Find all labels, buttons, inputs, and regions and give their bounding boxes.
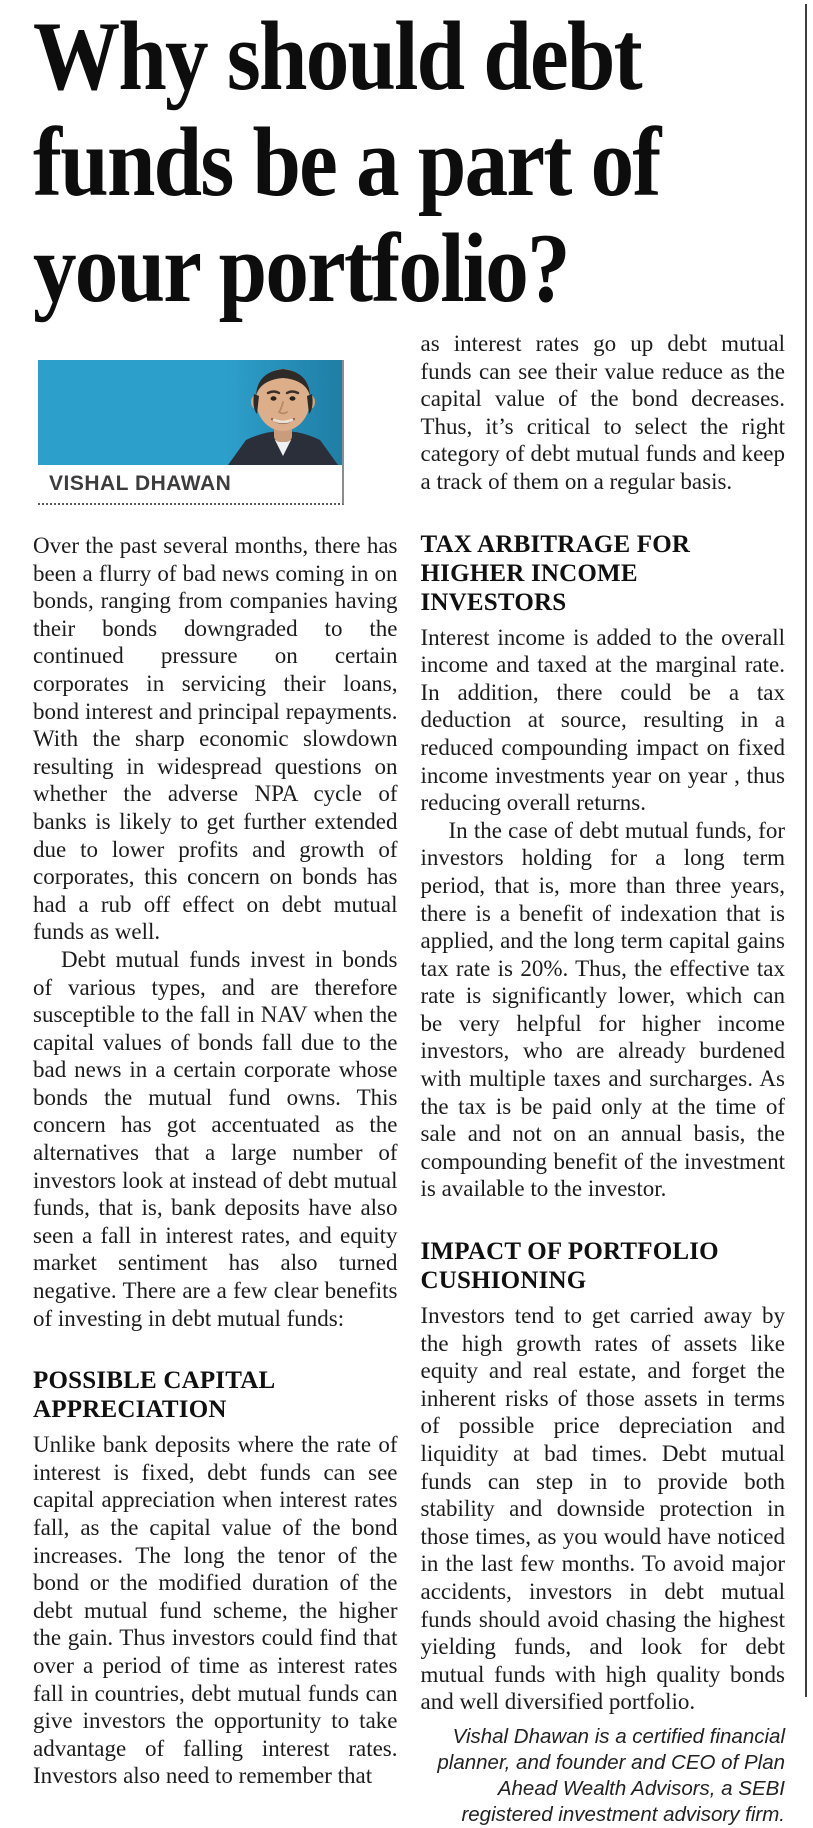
section-heading: TAX ARBITRAGE FOR HIGHER INCOME INVESTORS (420, 530, 691, 616)
page-column-divider-rule (805, 4, 807, 1697)
body-paragraph: as interest rates go up debt mutual funds can see their value reduce as the capital value of the bond decreases. Thus, it’s critical to select the right category of debt mutual funds and keep a track of them on a regular basis. (420, 331, 785, 494)
author-byline: Vishal Dhawan is a certified financial planner, and founder and CEO of Plan Ahead Wealth Advisors, a SEBI registered investment advisory firm. (437, 1724, 785, 1826)
column-right (421, 330, 786, 1828)
article-headline (33, 4, 813, 322)
body-paragraph: In the case of debt mutual funds, for investors holding for a long term period, that is, more than three years, there is a benefit of indexation that is applied, and the long term capital gains tax rate is 20%. Thus, the effective tax rate is significantly lower, which can be very helpful for higher income investors, who are already burdened with multiple taxes and surcharges. As the tax is be paid only at the time of sale and not on an annual basis, the compounding benefit of the investment is available to the investor. (420, 817, 785, 1202)
author-name-caption: VISHAL DHAWAN (38, 465, 342, 503)
body-paragraph: Investors tend to get carried away by the high growth rates of assets like equity and real estate, and forget the inherent risks of those assets in terms of possible price depreciation and liquidity at bad times. Debt mutual funds can step in to provide both stability and downside protection in those times, as you would have noticed in the last few months. To avoid major accidents, investors in debt mutual funds should avoid chasing the highest yielding funds, and look for debt mutual funds with high quality bonds and well diversified portfolio. (420, 1303, 785, 1715)
section-heading: POSSIBLE CAPITAL APPRECIATION (33, 1367, 275, 1424)
article-columns (33, 330, 785, 1828)
author-card (38, 360, 344, 505)
author-portrait-photo (38, 360, 342, 465)
body-paragraph: Interest income is added to the overall income and taxed at the marginal rate. In addition, there could be a tax deduction at source, resulting in a reduced compounding impact on fixed income investments year on year , thus reducing overall returns. (420, 624, 785, 816)
body-paragraph: Debt mutual funds invest in bonds of various types, and are therefore susceptible to the fall in NAV when the capital values of bonds fall due to the bad news in a certain corporate whose bonds the mutual fund owns. This concern has got accentuated as the alternatives that a large number of investors look at instead of debt mutual funds, that is, bank deposits have also seen a fall in interest rates, and equity market sentiment has also turned negative. There are a few clear benefits of investing in debt mutual funds: (33, 946, 398, 1331)
body-paragraph: Unlike bank deposits where the rate of interest is fixed, debt funds can see capital appreciation when interest rates fall, as the capital value of the bond increases. The long the tenor of the bond or the modified duration of the debt mutual fund scheme, the higher the gain. Thus investors could find that over a period of time as interest rates fall in countries, debt mutual funds can give investors the opportunity to take advantage of falling interest rates. Investors also need to remember that (33, 1432, 398, 1789)
column-left (33, 330, 398, 1790)
section-heading: IMPACT OF PORTFOLIO CUSHIONING (420, 1238, 719, 1295)
newspaper-page (0, 2, 813, 1826)
headline-line: Why should debt (33, 2, 641, 111)
headline-line: funds be a part of (33, 108, 660, 217)
column-left-blocks (33, 532, 398, 1790)
body-paragraph: Over the past several months, there has been a flurry of bad news coming in on bonds, ranging from companies having their bonds downgraded to the continued pressure on certain corporates in servicing their loans, bond interest and principal repayments. With the sharp economic slowdown resulting in widespread questions on whether the adverse NPA cycle of banks is likely to get further extended due to lower profits and growth of corporates, this concern on bonds has had a rub off effect on debt mutual funds as well. (33, 533, 398, 945)
headline-line: your portfolio? (33, 214, 569, 323)
